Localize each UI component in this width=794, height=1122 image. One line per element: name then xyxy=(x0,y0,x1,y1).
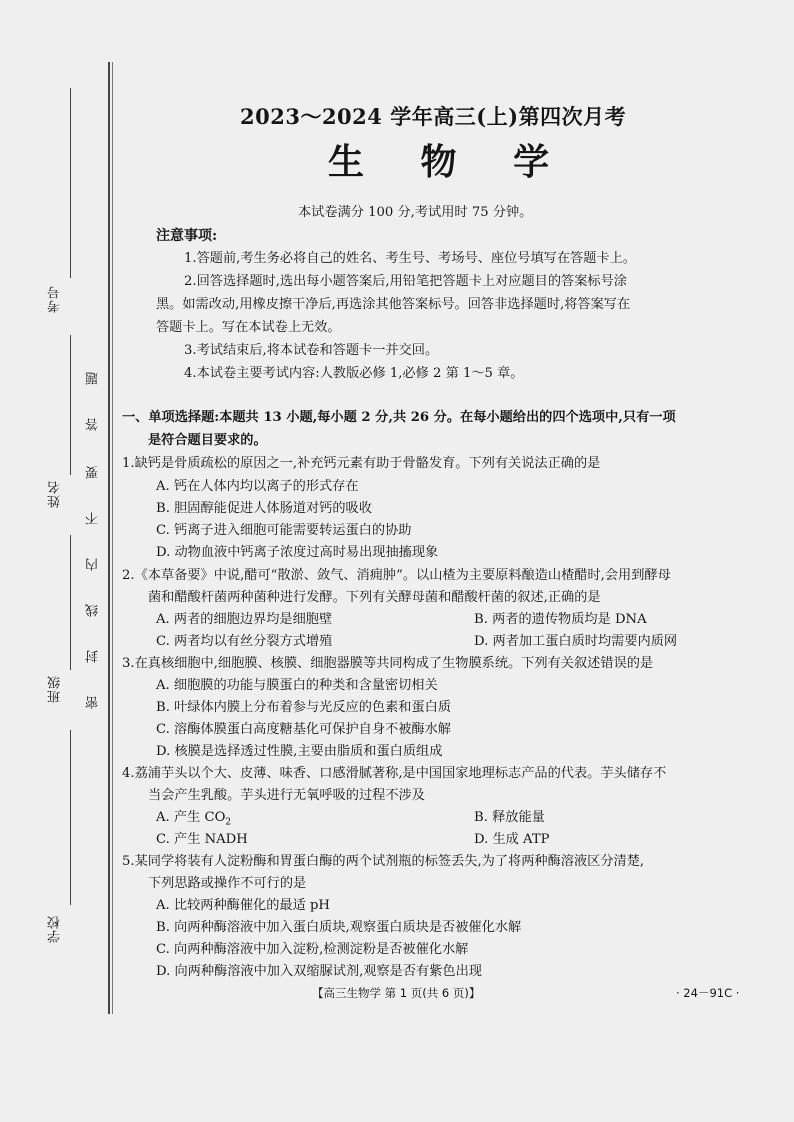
question-stem: 1.缺钙是骨质疏松的原因之一,补充钙元素有助于骨骼发育。下列有关说法正确的是 xyxy=(122,456,601,471)
exam-number-blank xyxy=(70,88,71,278)
option-b: B. 释放能量 xyxy=(474,810,545,825)
question-stem-cont: 下列思路或操作不可行的是 xyxy=(148,876,307,891)
option-a: A. 细胞膜的功能与膜蛋白的种类和含量密切相关 xyxy=(156,678,438,693)
option-d: D. 核膜是选择透过性膜,主要由脂质和蛋白质组成 xyxy=(156,744,443,759)
binding-line-inner xyxy=(112,62,113,1014)
option-d: D. 两者加工蛋白质时均需要内质网 xyxy=(474,634,678,649)
option-d: D. 向两种酶溶液中加入双缩脲试剂,观察是否有紫色出现 xyxy=(156,964,482,979)
option-b: B. 向两种酶溶液中加入蛋白质块,观察蛋白质块是否被催化水解 xyxy=(156,920,522,935)
option-a: A. 两者的细胞边界均是细胞壁 xyxy=(156,612,333,627)
seal-char: 不 xyxy=(86,512,101,525)
seal-char: 密 xyxy=(86,696,101,709)
school-blank xyxy=(70,730,71,905)
option-c: C. 向两种酶溶液中加入淀粉,检测淀粉是否被催化水解 xyxy=(156,942,469,957)
seal-char: 要 xyxy=(86,466,101,479)
exam-title: 2023～2024 学年高三(上)第四次月考 xyxy=(240,104,627,129)
section-heading-cont: 是符合题目要求的。 xyxy=(148,433,267,448)
score-info: 本试卷满分 100 分,考试用时 75 分钟。 xyxy=(298,205,533,220)
class-label: 班级 xyxy=(48,675,63,703)
question-stem: 3.在真核细胞中,细胞膜、核膜、细胞器膜等共同构成了生物膜系统。下列有关叙述错误的是 xyxy=(122,656,654,671)
note-line: 2.回答选择题时,选出每小题答案后,用铅笔把答题卡上对应题目的答案标号涂 xyxy=(184,274,627,289)
note-line: 黑。如需改动,用橡皮擦干净后,再选涂其他答案标号。回答非选择题时,将答案写在 xyxy=(156,297,631,312)
question-stem-cont: 菌和醋酸杆菌两种菌种进行发酵。下列有关酵母菌和醋酸杆菌的叙述,正确的是 xyxy=(148,590,601,605)
page-footer: 【高三生物学 第 1 页(共 6 页)】 xyxy=(312,986,481,1000)
option-b: B. 胆固醇能促进人体肠道对钙的吸收 xyxy=(156,501,372,516)
seal-char: 题 xyxy=(86,372,101,385)
seal-char: 答 xyxy=(86,418,101,431)
option-a-text: A. 产生 CO xyxy=(156,810,226,825)
option-c: C. 溶酶体膜蛋白高度糖基化可保护自身不被酶水解 xyxy=(156,722,451,737)
notes-heading: 注意事项: xyxy=(156,228,218,244)
note-line: 1.答题前,考生务必将自己的姓名、考生号、考场号、座位号填写在答题卡上。 xyxy=(184,251,636,266)
option-c: C. 钙离子进入细胞可能需要转运蛋白的协助 xyxy=(156,523,412,538)
question-stem-cont: 当会产生乳酸。芋头进行无氧呼吸的过程不涉及 xyxy=(148,788,425,803)
option-a: A. 钙在人体内均以离子的形式存在 xyxy=(156,479,359,494)
class-blank xyxy=(70,535,71,670)
name-label: 姓名 xyxy=(48,480,63,508)
section-heading: 一、单项选择题:本题共 13 小题,每小题 2 分,共 26 分。在每小题给出的四个选项中,只有一项 xyxy=(122,410,676,425)
paper-code: · 24－91C · xyxy=(676,986,740,1000)
question-stem: 2.《本草备要》中说,醋可“散淤、敛气、消痈肿”。以山楂为主要原料酿造山楂醋时,会用到酵母 xyxy=(122,568,671,583)
option-a: A. 比较两种酶催化的最适 pH xyxy=(156,898,330,913)
school-label: 学校 xyxy=(48,915,63,943)
option-d: D. 动物血液中钙离子浓度过高时易出现抽搐现象 xyxy=(156,545,439,560)
seal-char: 封 xyxy=(86,650,101,663)
option-d: D. 生成 ATP xyxy=(474,832,550,847)
exam-number-label: 考号 xyxy=(48,285,63,313)
option-c: C. 两者均以有丝分裂方式增殖 xyxy=(156,634,333,649)
option-c: C. 产生 NADH xyxy=(156,832,248,847)
option-b: B. 叶绿体内膜上分布着参与光反应的色素和蛋白质 xyxy=(156,700,452,715)
seal-char: 内 xyxy=(86,558,101,571)
option-a xyxy=(156,808,231,833)
seal-char: 线 xyxy=(86,604,101,617)
option-b: B. 两者的遗传物质均是 DNA xyxy=(474,612,647,627)
question-stem: 4.荔浦芋头以个大、皮薄、味香、口感滑腻著称,是中国国家地理标志产品的代表。芋头储存不 xyxy=(122,766,667,781)
binding-line xyxy=(108,62,110,1014)
co2-subscript: 2 xyxy=(225,817,232,828)
question-stem: 5.某同学将装有人淀粉酶和胃蛋白酶的两个试剂瓶的标签丢失,为了将两种酶溶液区分清楚, xyxy=(122,854,645,869)
note-line: 答题卡上。写在本试卷上无效。 xyxy=(156,320,341,335)
subject-title: 生 物 学 xyxy=(328,141,572,183)
note-line: 3.考试结束后,将本试卷和答题卡一并交回。 xyxy=(184,343,439,358)
note-line: 4.本试卷主要考试内容:人教版必修 1,必修 2 第 1～5 章。 xyxy=(184,366,524,381)
name-blank xyxy=(70,335,71,475)
